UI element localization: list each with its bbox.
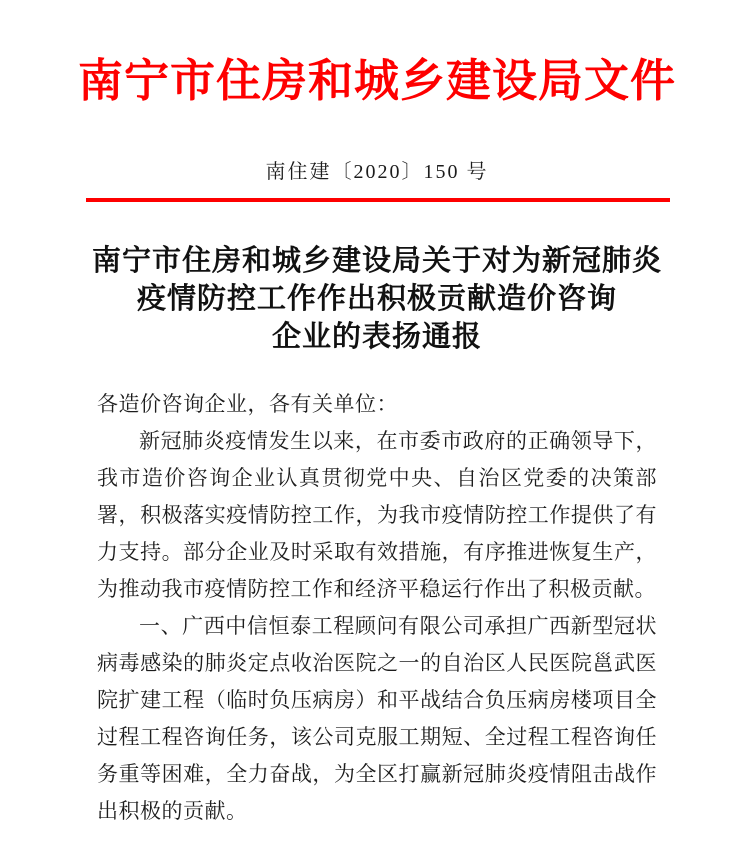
body-paragraph-1: 新冠肺炎疫情发生以来，在市委市政府的正确领导下，我市造价咨询企业认真贯彻党中央、自治区党委的决策部署，积极落实疫情防控工作，为我市疫情防控工作提供了有力支持。部分企业及时采取有效措施，有序推进恢复生产，为推动我市疫情防控工作和经济平稳运行作出了积极贡献。 [97, 429, 657, 601]
document-title [0, 242, 754, 356]
document-title-line-3: 企业的表扬通报 [271, 321, 482, 353]
document-title-line-2: 疫情防控工作作出积极贡献造价咨询 [136, 283, 617, 315]
body-paragraph-2: 一、广西中信恒泰工程顾问有限公司承担广西新型冠状病毒感染的肺炎定点收治医院之一的自治区人民医院邕武医院扩建工程（临时负压病房）和平战结合负压病房楼项目全过程工程咨询任务，该公司克服工期短、全过程工程咨询任务重等困难，全力奋战，为全区打赢新冠肺炎疫情阻击战作出积极的贡献。 [97, 614, 657, 823]
letterhead [0, 0, 754, 202]
salutation: 各造价咨询企业，各有关单位： [97, 392, 398, 416]
red-divider-rule [86, 198, 670, 202]
document-title-line-1: 南宁市住房和城乡建设局关于对为新冠肺炎 [91, 245, 662, 277]
agency-title: 南宁市住房和城乡建设局文件 [77, 56, 676, 106]
document-body [0, 386, 754, 830]
doc-number: 南住建〔2020〕150 号 [265, 161, 489, 183]
